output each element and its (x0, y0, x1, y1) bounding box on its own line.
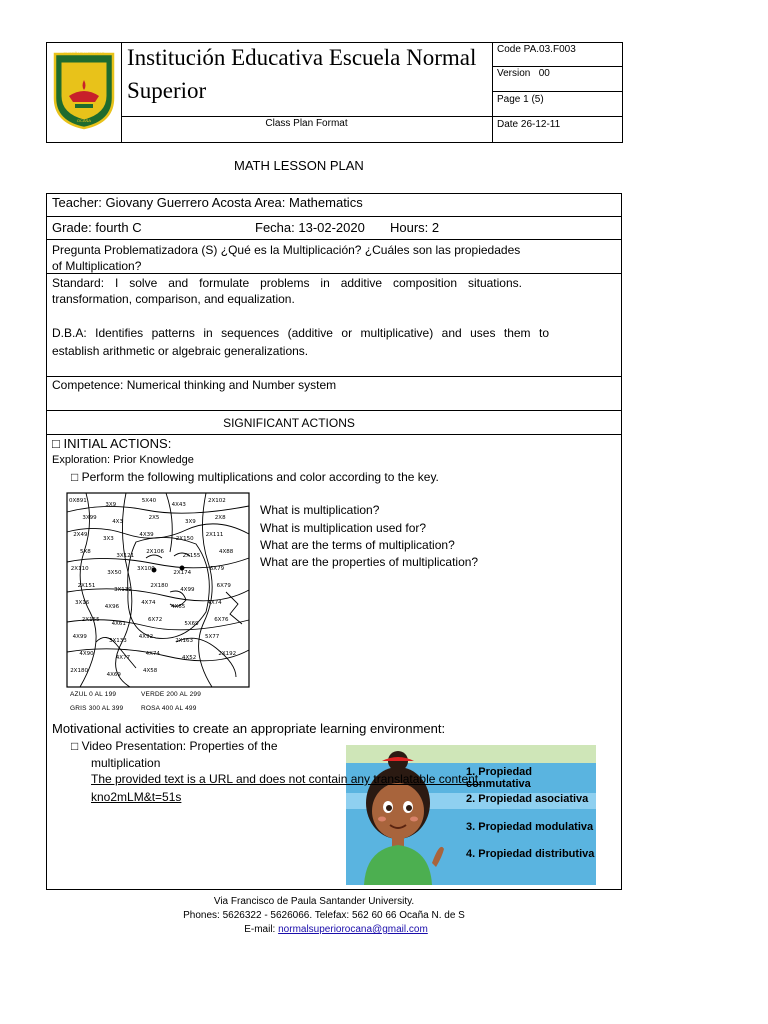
email-label: E-mail: (244, 924, 276, 935)
question-4: What are the properties of multiplication? (260, 555, 479, 569)
dba-line1: D.B.A: Identifies patterns in sequences (additive or multiplicative) and uses them to (52, 326, 549, 340)
dba-line2: establish arithmetic or algebraic generalizations. (52, 344, 309, 358)
worksheet-label: 5X40 (141, 498, 157, 504)
video-line2: multiplication (91, 756, 161, 770)
competence-text: Competence: Numerical thinking and Number system (52, 378, 337, 392)
institution-title-line2: Superior (127, 78, 207, 103)
institution-title-line1: Institución Educativa Escuela Normal (127, 45, 477, 70)
worksheet-label: 3X9 (105, 502, 117, 508)
doc-title: MATH LESSON PLAN (234, 158, 364, 173)
question-1: What is multiplication? (260, 503, 380, 517)
question-line1: Pregunta Problematizadora (S) ¿Qué es la Multiplicación? ¿Cuáles son las propiedades (52, 243, 521, 257)
exploration-label: Exploration: Prior Knowledge (52, 454, 194, 466)
worksheet-label: 4X74 (141, 600, 156, 606)
teacher-text: Teacher: Giovany Guerrero Acosta Area: Mathematics (52, 195, 363, 210)
logo-text-top: ENSEÑAR Y EDUCAR (63, 51, 105, 56)
worksheet-label: 6X79 (216, 583, 231, 589)
worksheet-label: 2X49 (73, 532, 88, 538)
worksheet-label: 4X88 (219, 549, 234, 555)
doc-date: Date 26-12-11 (497, 119, 561, 130)
standard-row (46, 273, 622, 377)
standard-line2: transformation, comparison, and equalization. (52, 292, 295, 306)
worksheet-label: 4X90 (79, 651, 94, 657)
doc-code: Code PA.03.F003 (497, 44, 576, 55)
actions-box (46, 434, 622, 890)
worksheet-label: 3X50 (107, 570, 122, 576)
teacher-row (46, 193, 622, 217)
color-key-gris: GRIS 300 AL 399 (70, 705, 124, 712)
worksheet-label: 4X65 (171, 604, 186, 610)
worksheet-label: 3X16 (75, 600, 90, 606)
worksheet-label: 2X180 (150, 583, 169, 589)
doc-page: Page 1 (5) (497, 94, 544, 105)
worksheet-label: 2X106 (146, 549, 164, 555)
worksheet-label: 4X61 (111, 621, 126, 627)
worksheet-label: 4X96 (104, 604, 120, 610)
header-hline-3 (121, 116, 623, 117)
property-2: 2. Propiedad asociativa (466, 793, 589, 805)
worksheet-label: 5X8 (80, 549, 91, 555)
url-tail-link[interactable]: kno2mLM&t=51s (91, 790, 182, 804)
actions-heading: SIGNIFICANT ACTIONS (223, 416, 355, 430)
doc-version: Version 00 (497, 68, 550, 79)
worksheet-label: 3X9 (185, 519, 196, 525)
worksheet-label: 4X74 (207, 600, 222, 606)
worksheet-label: 3X133 (109, 638, 127, 644)
fecha-text: Fecha: 13-02-2020 (255, 220, 365, 235)
worksheet-label: 3X99 (82, 515, 97, 521)
worksheet-label: 2X155 (81, 617, 100, 623)
initial-actions: □ INITIAL ACTIONS: (52, 436, 172, 451)
worksheet-label: 6X76 (214, 617, 229, 623)
worksheet-label: 6X72 (148, 617, 163, 623)
bullet-icon: □ (71, 470, 82, 484)
worksheet-label: 3X3 (103, 536, 114, 542)
competence-row (46, 376, 622, 411)
worksheet-label: 4X3 (112, 519, 123, 525)
coloring-worksheet (66, 492, 250, 688)
property-1: 1. Propiedad conmutativa (466, 766, 533, 790)
worksheet-label: 2X174 (173, 570, 192, 576)
worksheet-label: 5X69 (184, 621, 199, 627)
worksheet-label: 2X163 (175, 638, 193, 644)
worksheet-label: 4X39 (139, 532, 154, 538)
worksheet-label: 3X100 (137, 566, 155, 572)
worksheet-label: 4X52 (182, 655, 197, 661)
girl-illustration (346, 745, 456, 885)
grade-text: Grade: fourth C (52, 220, 142, 235)
color-key-azul: AZUL 0 AL 199 (70, 691, 117, 698)
worksheet-label: 2X5 (148, 515, 160, 521)
color-key-rosa: ROSA 400 AL 499 (141, 705, 197, 712)
email-link[interactable]: normalsuperiorocana@gmail.com (278, 924, 428, 935)
property-4: 4. Propiedad distributiva (466, 848, 595, 860)
worksheet-label: 4X99 (72, 634, 87, 640)
worksheet-label: 5X77 (205, 634, 220, 640)
bullet-icon: □ (71, 739, 82, 753)
footer-phones: Phones: 5626322 - 5626066. Telefax: 562 60 66 Ocaña N. de S (183, 910, 465, 921)
worksheet-label: 2X151 (77, 583, 96, 589)
worksheet-label: 4X74 (145, 651, 160, 657)
hours-text: Hours: 2 (390, 220, 440, 235)
question-3: What are the terms of multiplication? (260, 538, 455, 552)
video-line1: □ Video Presentation: Properties of the (71, 739, 278, 753)
footer-email (0, 924, 672, 935)
footer-address: Via Francisco de Paula Santander University. (213, 896, 415, 907)
question-line2: of Multiplication? (52, 259, 142, 273)
worksheet-label: 3X139 (114, 587, 132, 593)
worksheet-label: 2X192 (218, 651, 237, 657)
actions-heading-row (46, 410, 622, 435)
perform-instruction: □ Perform the following multiplications and color according to the key. (71, 470, 439, 484)
worksheet-label: 3X121 (116, 553, 135, 559)
grade-row (46, 216, 622, 240)
worksheet-label: 2X150 (175, 536, 194, 542)
standard-line1: Standard: I solve and formulate problems in additive composition situations. (52, 276, 522, 290)
question-2: What is multiplication used for? (260, 521, 427, 535)
bullet-icon: □ (52, 436, 64, 451)
worksheet-label: 4X43 (171, 502, 186, 508)
color-key-verde: VERDE 200 AL 299 (141, 691, 202, 698)
logo-text-bottom: OCAÑA (76, 118, 92, 123)
worksheet-label: 4X58 (143, 668, 158, 674)
worksheet-label: 2X8 (214, 515, 226, 521)
worksheet-label: 2X180 (70, 668, 88, 674)
worksheet-label: 0X891 (69, 498, 87, 504)
url-note-text: The provided text is a URL and does not contain any translatable content. (91, 772, 482, 786)
worksheet-label: 4X77 (115, 655, 131, 661)
url-note (91, 772, 481, 786)
worksheet-label: 4X99 (180, 587, 195, 593)
worksheet-label: 2X111 (205, 532, 224, 538)
worksheet-label: 4X69 (106, 672, 121, 678)
worksheet-label: 6X79 (209, 566, 225, 572)
properties-banner (346, 745, 596, 885)
worksheet-label: 4X92 (138, 634, 154, 640)
header-code-divider (492, 42, 493, 143)
header-hline-1 (492, 66, 623, 67)
format-label: Class Plan Format (265, 118, 348, 129)
motivational-text: Motivational activities to create an appropriate learning environment: (52, 721, 446, 736)
property-3: 3. Propiedad modulativa (466, 821, 594, 833)
header-hline-2 (492, 91, 623, 92)
worksheet-label: 2X155 (182, 553, 201, 559)
question-row (46, 239, 622, 274)
worksheet-label: 2X110 (70, 566, 89, 572)
worksheet-label: 2X102 (208, 498, 226, 504)
